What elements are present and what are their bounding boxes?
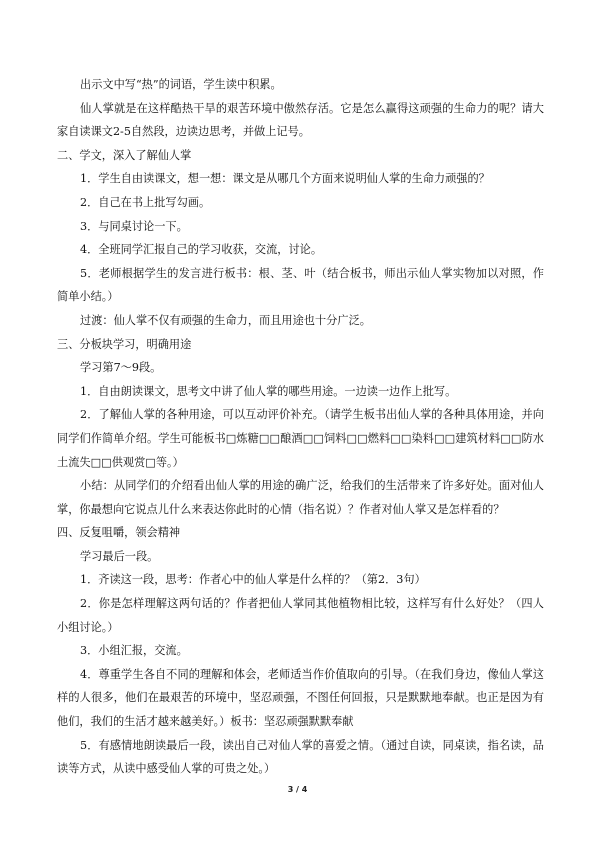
paragraph: 3．与同桌讨论一下。: [80, 219, 188, 233]
document-body: [57, 73, 544, 781]
section-heading: 二、学文，深入了解仙人掌: [57, 148, 192, 162]
paragraph: 4．尊重学生各自不同的理解和体会，老师适当作价值取向的引导。（在我们身边，像仙人掌这样的人很多，他们在最艰苦的环境中，坚忍顽强，不图任何回报，只是默默地奉献。也正是因为有他们，我们的生活才越来越美好。）板书：坚忍顽强默默奉献: [57, 667, 544, 729]
paragraph: 仙人掌就是在这样酷热干旱的艰苦环境中傲然存活。它是怎么赢得这顽强的生命力的呢？请大家自读课文2-5自然段，边读边思考，并做上记号。: [57, 101, 544, 139]
paragraph: 2．你是怎样理解这两句话的？作者把仙人掌同其他植物相比较，这样写有什么好处？（四人小组讨论。）: [57, 597, 544, 634]
paragraph: 2．了解仙人掌的各种用途，可以互动评价补充。（请学生板书出仙人掌的各种具体用途，并向同学们作简单介绍。学生可能板书□炼糖□□酿酒□□饲料□□燃料□□染料□□建筑材料□□防水土流失□□供观赏□等。）: [57, 408, 544, 469]
paragraph: 1．学生自由读课文，想一想：课文是从哪几个方面来说明仙人掌的生命力顽强的？: [80, 172, 490, 186]
paragraph: 5．老师根据学生的发言进行板书：根、茎、叶（结合板书，师出示仙人掌实物加以对照，作简单小结。）: [57, 266, 544, 304]
paragraph: 4．全班同学汇报自己的学习收获，交流，讨论。: [80, 243, 323, 257]
section-heading: 三、分板块学习，明确用途: [57, 337, 192, 351]
page-number: 3 / 4: [287, 785, 308, 794]
section-heading: 四、反复咀嚼，领会精神: [57, 526, 181, 540]
paragraph: 3．小组汇报，交流。: [80, 644, 188, 658]
paragraph: 小结：从同学们的介绍看出仙人掌的用途的确广泛，给我们的生活带来了许多好处。面对仙人掌，你最想向它说点儿什么来表达你此时的心情（指名说）？作者对仙人掌又是怎样看的？: [57, 479, 544, 516]
paragraph: 2．自己在书上批写勾画。: [80, 195, 211, 209]
paragraph: 5．有感情地朗读最后一段，读出自己对仙人掌的喜爱之情。（通过自读，同桌读，指名读，品读等方式，从读中感受仙人掌的可贵之处。）: [57, 738, 544, 776]
paragraph: 1．自由朗读课文，思考文中讲了仙人掌的哪些用途。一边读一边作上批写。: [80, 384, 457, 398]
paragraph: 过渡：仙人掌不仅有顽强的生命力，而且用途也十分广泛。: [80, 313, 371, 327]
paragraph: 1．齐读这一段，思考：作者心中的仙人掌是什么样的？（第2．3句）: [80, 573, 426, 587]
paragraph: 出示文中写“热”的词语，学生读中积累。: [80, 78, 282, 91]
paragraph: 学习第7～9段。: [80, 361, 162, 375]
paragraph: 学习最后一段。: [80, 549, 159, 563]
